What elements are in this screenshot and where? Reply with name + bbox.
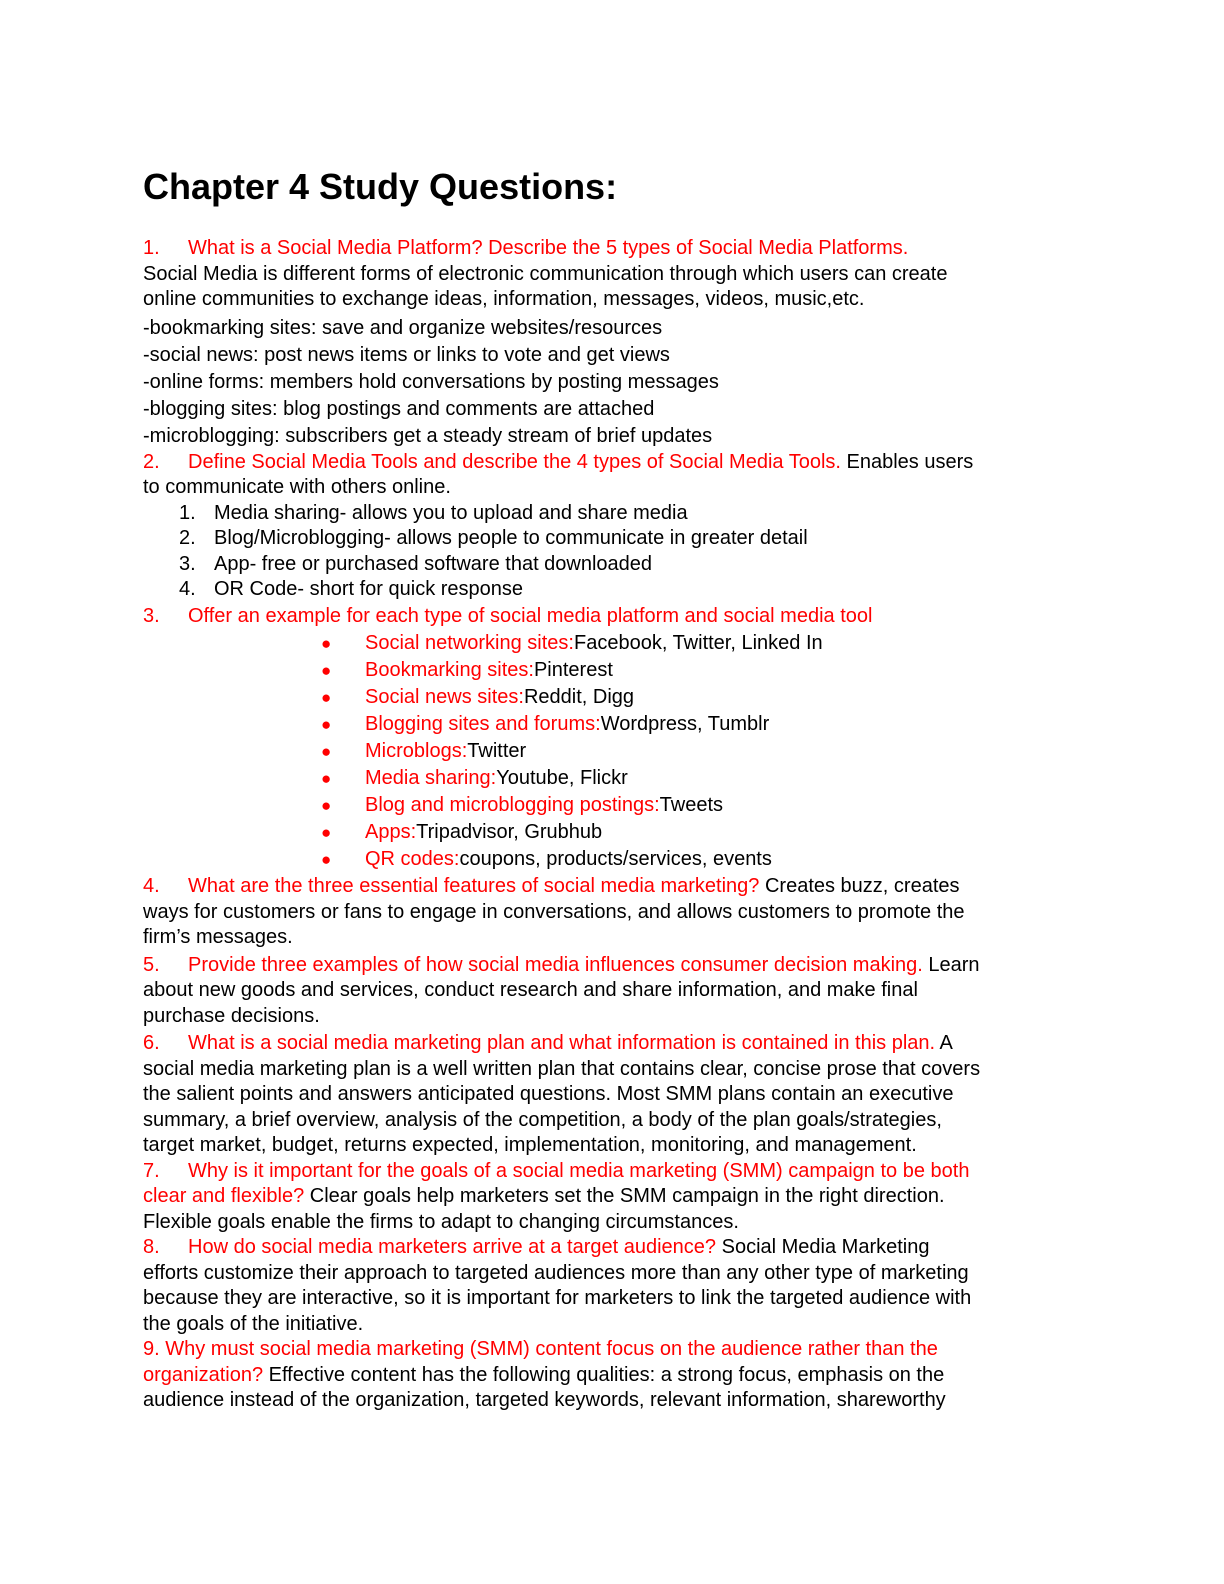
answer-6-line: target market, budget, returns expected, implementation, monitoring, and management. xyxy=(143,1134,917,1156)
bullet-icon: ● xyxy=(321,768,332,788)
bullet-icon: ● xyxy=(321,822,332,842)
question-1: 1. What is a Social Media Platform? Describe the 5 types of Social Media Platforms. xyxy=(143,237,909,259)
list-item: 4. OR Code- short for quick response xyxy=(179,578,524,600)
bullet-icon: ● xyxy=(321,849,332,869)
question-5: 5. Provide three examples of how social media influences consumer decision making. Learn xyxy=(143,953,980,976)
answer-1-line: online communities to exchange ideas, information, messages, videos, music,etc. xyxy=(143,288,865,310)
answer-1-line: -blogging sites: blog postings and comments are attached xyxy=(143,397,655,420)
list-item: ● Blogging sites and forums: Wordpress, Tumblr xyxy=(321,711,1073,738)
answer-6-line: the salient points and answers anticipated questions. Most SMM plans contain an executive xyxy=(143,1083,954,1105)
bullet-icon: ● xyxy=(321,741,332,761)
bullet-icon: ● xyxy=(321,795,332,815)
bullet-icon: ● xyxy=(321,714,332,734)
list-item: ● Social news sites: Reddit, Digg xyxy=(321,684,1073,711)
list-item: 3. App- free or purchased software that downloaded xyxy=(179,552,653,575)
question-7-cont: clear and flexible? Clear goals help marketers set the SMM campaign in the right direction. xyxy=(143,1185,945,1207)
answer-1-line: -online forms: members hold conversations by posting messages xyxy=(143,370,719,393)
answer-9-line: audience instead of the organization, targeted keywords, relevant information, shareworthy xyxy=(143,1389,946,1411)
list-item: 2. Blog/Microblogging- allows people to communicate in greater detail xyxy=(179,527,808,549)
bullet-icon: ● xyxy=(321,633,332,653)
list-item: ● Social networking sites: Facebook, Twitter, Linked In xyxy=(321,630,1073,657)
question-2: 2. Define Social Media Tools and describe the 4 types of Social Media Tools. Enables users xyxy=(143,450,974,473)
question-6: 6. What is a social media marketing plan and what information is contained in this plan. A xyxy=(143,1032,953,1054)
list-item: ● Blog and microblogging postings: Tweets xyxy=(321,792,1073,819)
answer-7-line: Flexible goals enable the firms to adapt to changing circumstances. xyxy=(143,1210,739,1233)
answer-8-line: because they are interactive, so it is important for marketers to link the targeted audience with xyxy=(143,1287,972,1309)
answer-6-line: social media marketing plan is a well written plan that contains clear, concise prose that covers xyxy=(143,1057,981,1080)
bullet-icon: ● xyxy=(321,660,332,680)
bullet-icon: ● xyxy=(321,687,332,707)
answer-2-line: to communicate with others online. xyxy=(143,476,451,498)
list-item: ● Apps: Tripadvisor, Grubhub xyxy=(321,819,1073,846)
answer-5-line: purchase decisions. xyxy=(143,1004,320,1027)
list-item: ● Microblogs: Twitter xyxy=(321,738,1073,765)
answer-5-line: about new goods and services, conduct research and share information, and make final xyxy=(143,979,918,1001)
examples-list xyxy=(143,630,1073,873)
list-item: ● QR codes: coupons, products/services, events xyxy=(321,846,1073,873)
answer-1-line: -microblogging: subscribers get a steady stream of brief updates xyxy=(143,424,713,447)
question-4: 4. What are the three essential features of social media marketing? Creates buzz, creates xyxy=(143,874,960,897)
question-7: 7. Why is it important for the goals of a social media marketing (SMM) campaign to be both xyxy=(143,1159,970,1182)
question-3: 3. Offer an example for each type of social media platform and social media tool xyxy=(143,604,873,627)
question-9-cont: organization? Effective content has the following qualities: a strong focus, emphasis on the xyxy=(143,1363,945,1386)
list-item: 1. Media sharing- allows you to upload and share media xyxy=(179,501,688,524)
answer-4-line: firm’s messages. xyxy=(143,926,293,948)
answer-1-line: -social news: post news items or links to vote and get views xyxy=(143,343,670,366)
answer-8-line: efforts customize their approach to targeted audiences more than any other type of marketing xyxy=(143,1261,969,1284)
question-9: 9. Why must social media marketing (SMM) content focus on the audience rather than the xyxy=(143,1338,938,1360)
answer-8-line: the goals of the initiative. xyxy=(143,1312,364,1335)
document-page xyxy=(143,165,1073,1414)
answer-4-line: ways for customers or fans to engage in conversations, and allows customers to promote the xyxy=(143,900,965,923)
tools-list xyxy=(143,501,1073,603)
page-title: Chapter 4 Study Questions: xyxy=(143,166,618,207)
list-item: ● Bookmarking sites: Pinterest xyxy=(321,657,1073,684)
answer-1-line: -bookmarking sites: save and organize websites/resources xyxy=(143,316,663,339)
answer-6-line: summary, a brief overview, analysis of the competition, a body of the plan goals/strategies, xyxy=(143,1108,942,1131)
list-item: ● Media sharing: Youtube, Flickr xyxy=(321,765,1073,792)
answer-1-line: Social Media is different forms of electronic communication through which users can create xyxy=(143,262,948,285)
question-8: 8. How do social media marketers arrive at a target audience? Social Media Marketing xyxy=(143,1236,930,1258)
